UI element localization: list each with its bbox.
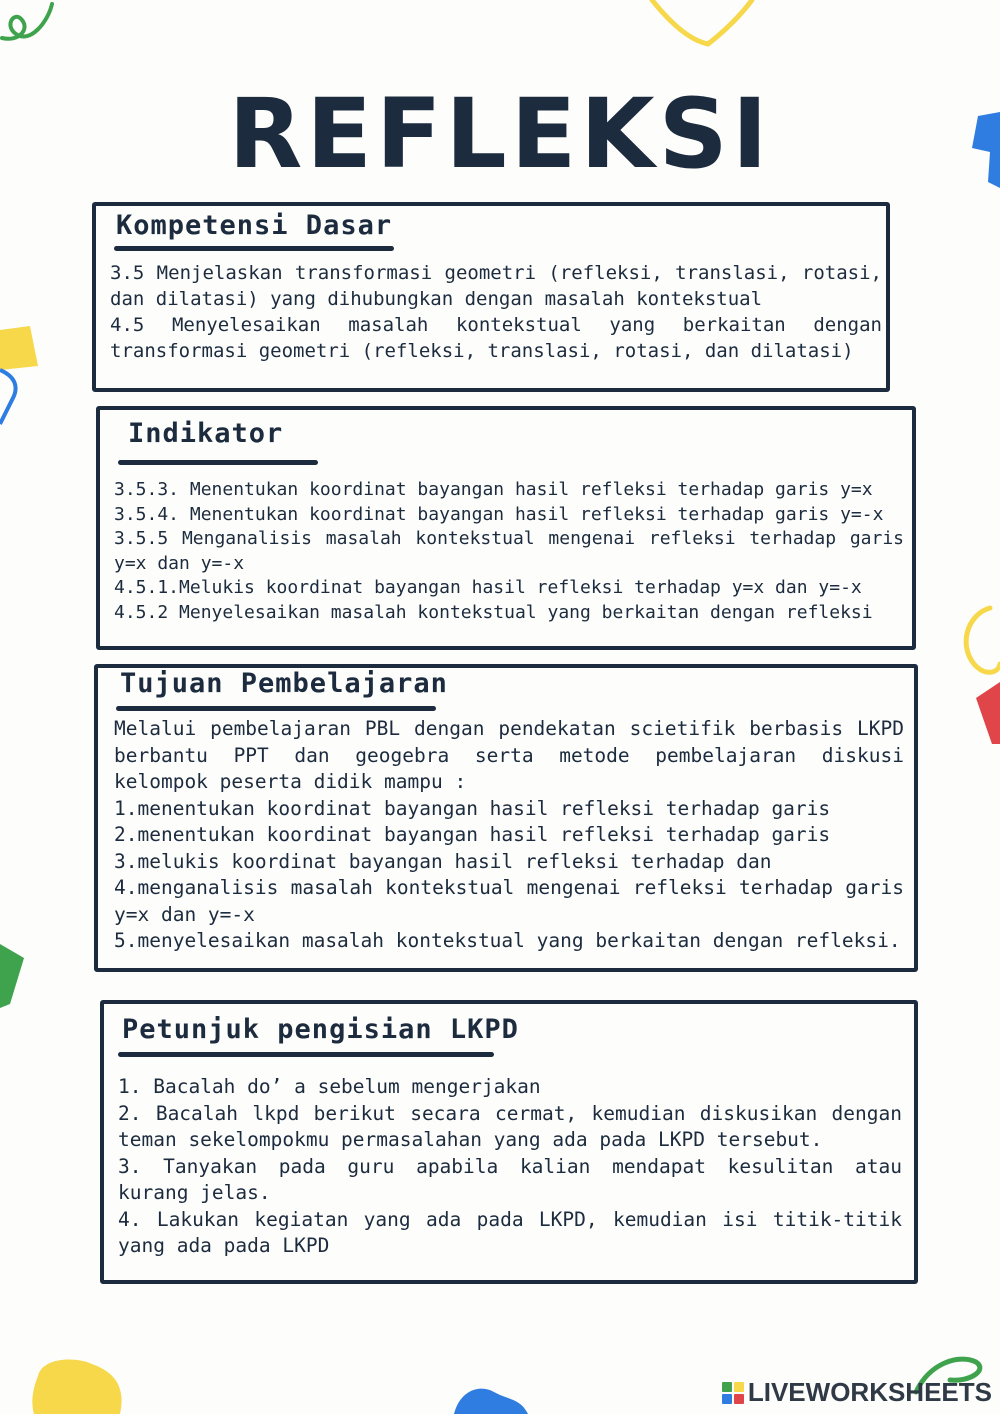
yellow-heart-icon bbox=[648, 0, 758, 50]
indikator-heading: Indikator bbox=[128, 418, 284, 449]
list-item: 1.menentukan koordinat bayangan hasil refleksi terhadap garis bbox=[114, 796, 831, 820]
green-triangle-icon bbox=[0, 944, 26, 1008]
green-swirl-icon bbox=[0, 0, 70, 55]
list-item: 3.5 Menjelaskan transformasi geometri (refleksi, translasi, rotasi, dan dilatasi) yang dihubungkan dengan masalah kontekstual bbox=[110, 262, 882, 310]
list-item: 3.melukis koordinat bayangan hasil refleksi terhadap dan bbox=[114, 849, 772, 873]
heading-underline bbox=[118, 1052, 494, 1057]
brand-name: LIVEWORKSHEETS bbox=[747, 1377, 992, 1407]
list-item: 3.5.3. Menentukan koordinat bayangan hasil refleksi terhadap garis y=x bbox=[114, 479, 873, 500]
list-item: 2.menentukan koordinat bayangan hasil refleksi terhadap garis bbox=[114, 823, 831, 846]
list-item: 5.menyelesaikan masalah kontekstual yang berkaitan dengan refleksi. bbox=[114, 929, 901, 952]
list-item: 4.5.2 Menyelesaikan masalah kontekstual yang berkaitan dengan refleksi bbox=[114, 601, 873, 623]
liveworksheets-logo-icon bbox=[722, 1382, 744, 1404]
tujuan-pembelajaran-text bbox=[114, 716, 904, 955]
page-title: REFLEKSI bbox=[228, 78, 772, 190]
list-item: 3.5.5 Menganalisis masalah kontekstual mengenai refleksi terhadap garis y=x dan y=-x bbox=[114, 528, 904, 574]
tujuan-list bbox=[114, 796, 904, 955]
list-item: 3.5.4. Menentukan koordinat bayangan hasil refleksi terhadap garis y=-x bbox=[114, 503, 884, 525]
list-item: 4. Lakukan kegiatan yang ada pada LKPD, kemudian isi titik-titik yang ada pada LKPD bbox=[118, 1207, 902, 1257]
list-item: 4.menganalisis masalah kontekstual mengenai refleksi terhadap garis y=x dan y=-x bbox=[114, 876, 904, 926]
list-item: 4.5.1.Melukis koordinat bayangan hasil refleksi terhadap y=x dan y=-x bbox=[114, 577, 862, 598]
list-item: 4.5 Menyelesaikan masalah kontekstual yang berkaitan dengan transformasi geometri (refleksi, translasi, rotasi, dan dilatasi) bbox=[110, 314, 882, 362]
kompetensi-dasar-heading: Kompetensi Dasar bbox=[116, 210, 393, 241]
kompetensi-dasar-list bbox=[110, 260, 882, 364]
petunjuk-pengisian-heading: Petunjuk pengisian LKPD bbox=[122, 1014, 519, 1045]
heading-underline bbox=[118, 460, 318, 465]
tujuan-pembelajaran-box bbox=[94, 664, 918, 972]
petunjuk-pengisian-list bbox=[118, 1074, 902, 1260]
list-item: 1. Bacalah do’ a sebelum mengerjakan bbox=[118, 1075, 541, 1098]
indikator-box bbox=[96, 406, 916, 650]
yellow-blob-icon bbox=[30, 1356, 130, 1414]
kompetensi-dasar-box bbox=[92, 202, 890, 392]
tujuan-intro: Melalui pembelajaran PBL dengan pendekatan scietifik berbasis LKPD berbantu PPT dan geogebra serta metode pembelajaran diskusi kelompok peserta didik mampu : bbox=[114, 717, 904, 793]
tujuan-pembelajaran-heading: Tujuan Pembelajaran bbox=[120, 668, 448, 699]
yellow-red-shape-icon bbox=[950, 604, 1000, 754]
list-item: 3. Tanyakan pada guru apabila kalian mendapat kesulitan atau kurang jelas. bbox=[118, 1154, 902, 1204]
liveworksheets-brand[interactable] bbox=[722, 1377, 992, 1408]
heading-underline bbox=[116, 706, 436, 711]
indikator-list bbox=[114, 478, 904, 625]
yellow-blue-shape-icon bbox=[0, 326, 40, 426]
blue-blob-icon bbox=[450, 1384, 530, 1414]
list-item: 2. Bacalah lkpd berikut secara cermat, kemudian diskusikan dengan teman sekelompokmu permasalahan yang ada pada LKPD tersebut. bbox=[118, 1101, 902, 1151]
heading-underline bbox=[114, 246, 394, 251]
petunjuk-pengisian-box bbox=[100, 1000, 918, 1284]
